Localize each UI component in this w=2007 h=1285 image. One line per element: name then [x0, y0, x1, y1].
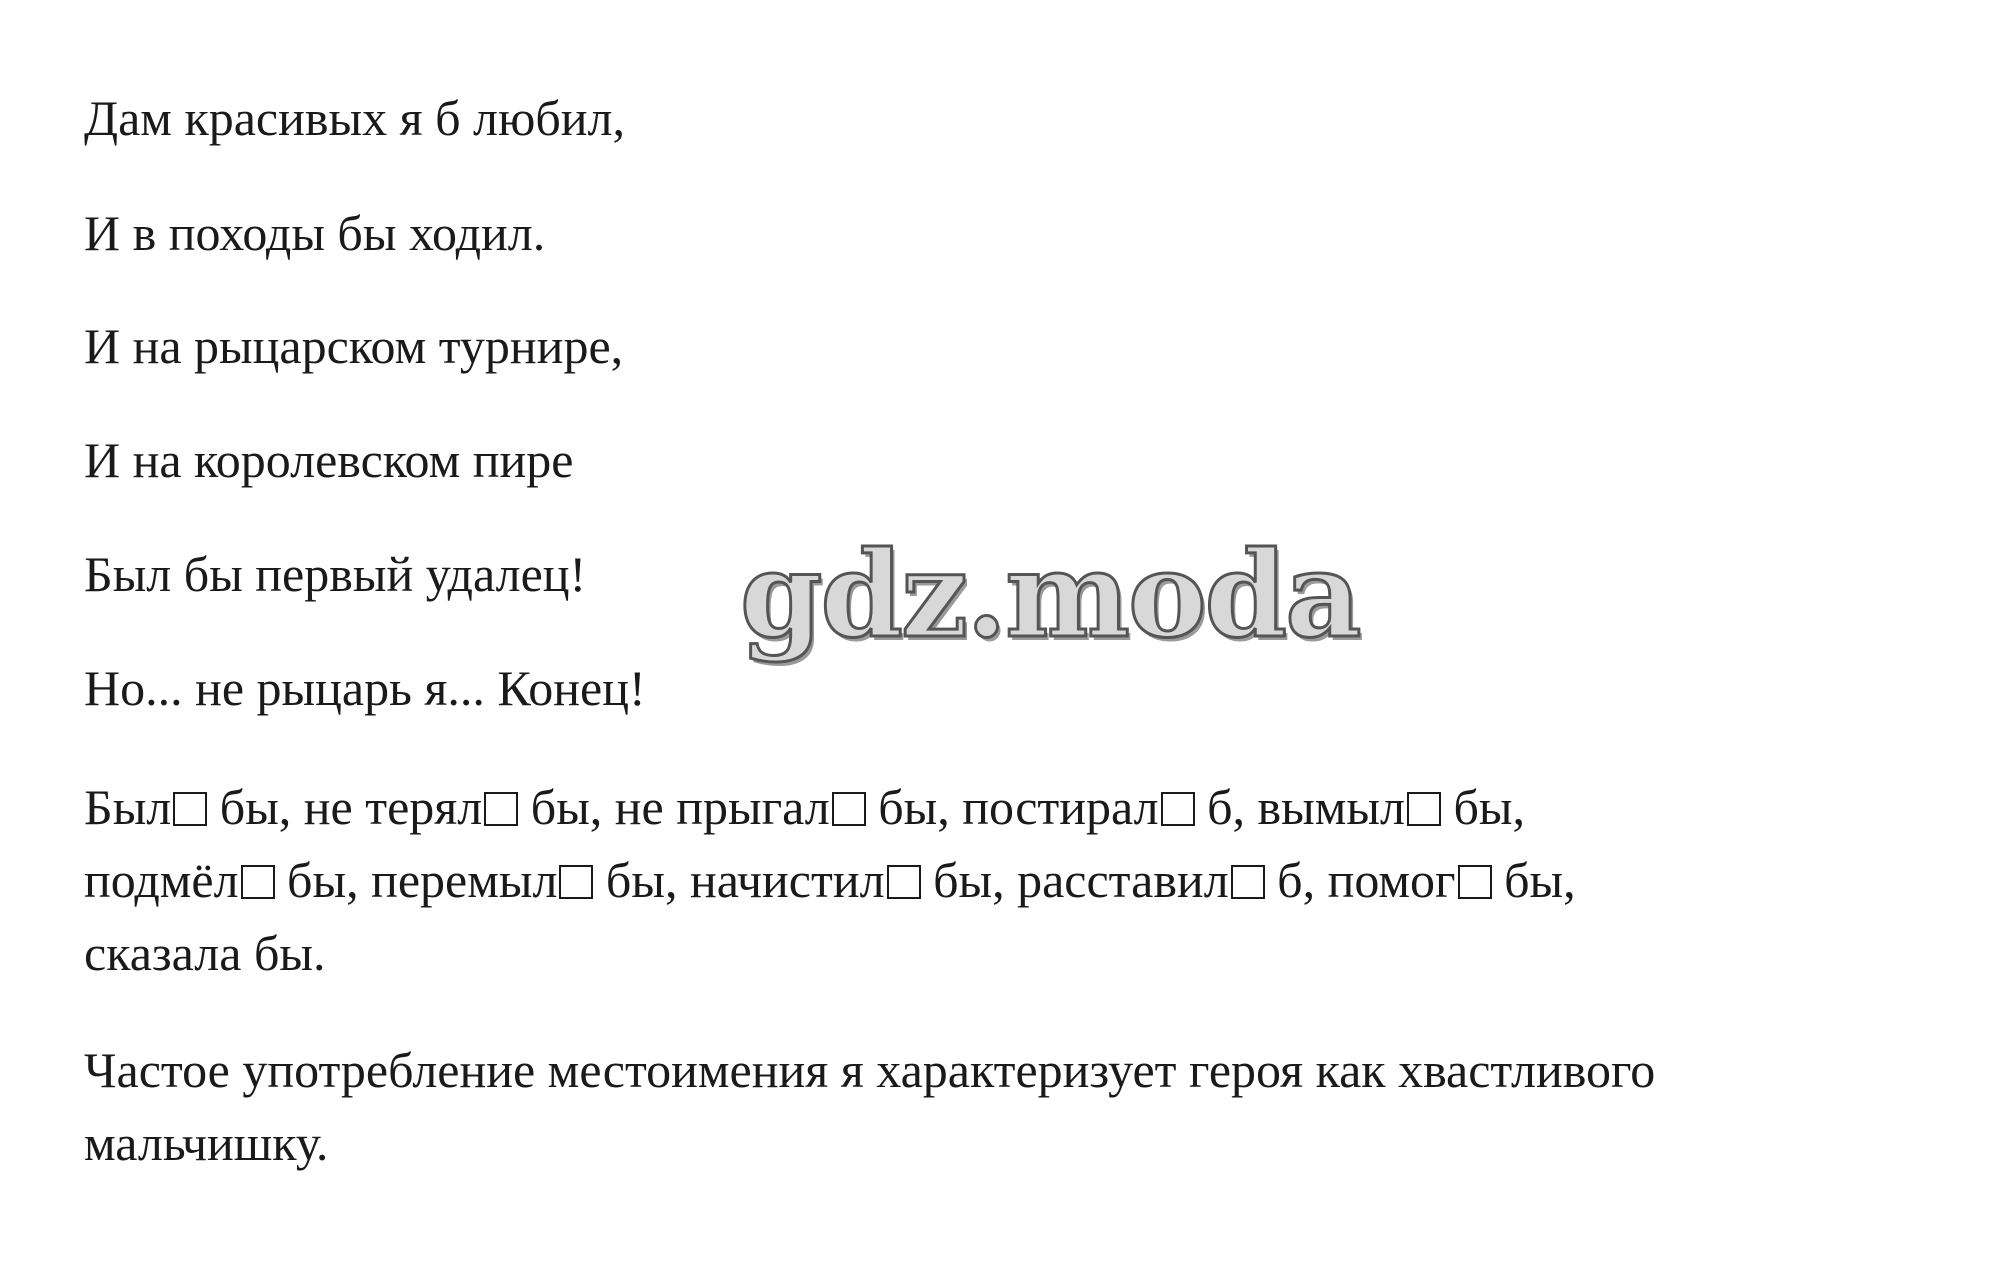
exercise-paragraph	[84, 771, 1984, 990]
blank-box	[1407, 792, 1441, 826]
blank-box	[887, 865, 921, 899]
blank-box	[1161, 792, 1195, 826]
blank-box	[173, 792, 207, 826]
poem-line-1: Дам красивых я б любил,	[84, 90, 625, 146]
exercise-line-3: сказала бы.	[84, 925, 326, 981]
blank-box	[484, 792, 518, 826]
poem-line-6: Но... не рыцарь я... Конец!	[84, 660, 646, 716]
blank-box	[1458, 865, 1492, 899]
poem-line-4: И на королевском пире	[84, 432, 574, 488]
poem-line-3: И на рыцарском турнире,	[84, 318, 624, 374]
conclusion-line-1: Частое употребление местоимения я характеризует героя как хвастливого	[84, 1042, 1656, 1098]
blank-box	[241, 865, 275, 899]
blank-box	[1231, 865, 1265, 899]
exercise-line-1: Был бы, не терял бы, не прыгал бы, постирал б, вымыл бы,	[84, 779, 1525, 835]
watermark-logo: gdz.moda	[740, 525, 1360, 664]
blank-box	[832, 792, 866, 826]
conclusion-line-2: мальчишку.	[84, 1115, 329, 1171]
poem-line-2: И в походы бы ходил.	[84, 205, 546, 261]
exercise-line-2: подмёл бы, перемыл бы, начистил бы, расставил б, помог бы,	[84, 852, 1576, 908]
poem-line-5: Был бы первый удалец!	[84, 546, 587, 602]
blank-box	[559, 865, 593, 899]
conclusion-paragraph	[84, 1034, 1984, 1180]
